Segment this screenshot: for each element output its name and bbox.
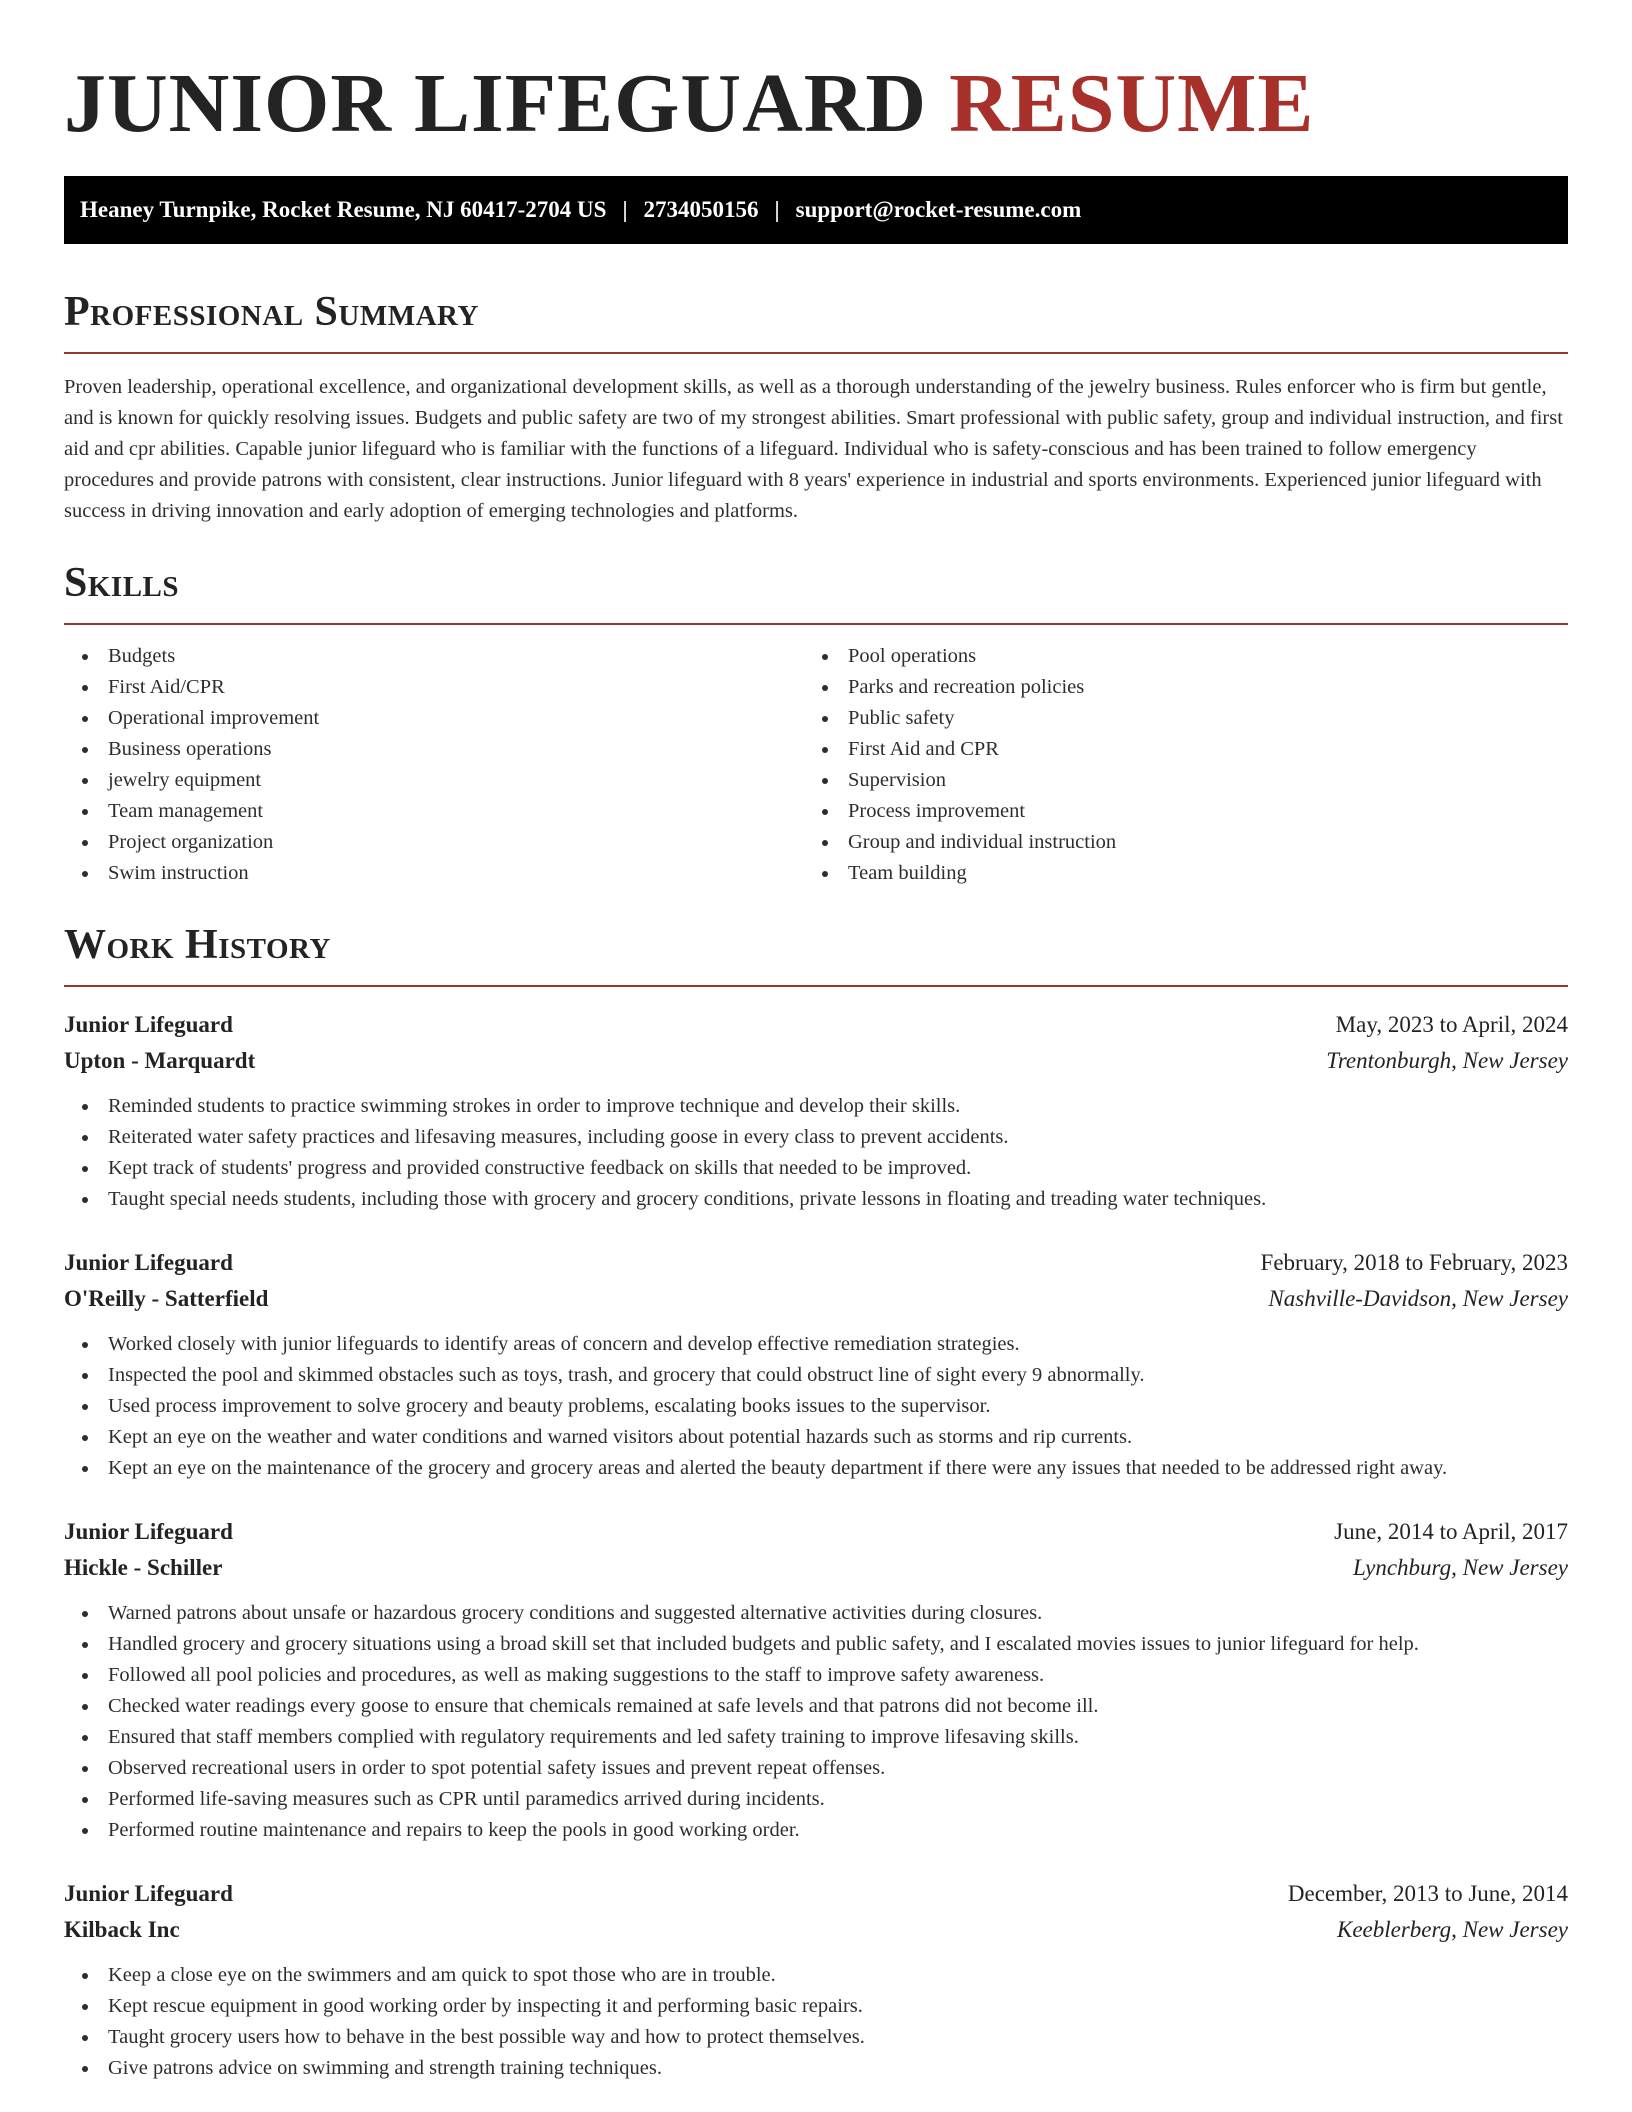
work-history-heading: Work History [64, 922, 331, 968]
duty-item: Kept an eye on the maintenance of the grocery and grocery areas and alerted the beauty department if there were any issues that needed to be addressed right away. [64, 1453, 1568, 1484]
skill-item: Process improvement [804, 796, 1544, 827]
job-header-row [64, 1514, 1568, 1550]
summary-text: Proven leadership, operational excellence, and organizational development skills, as well as a thorough understanding of the jewelry business. Rules enforcer who is firm but gentle, and is known for quickly resolving issues. Budgets and public safety are two of my strongest abilities. Smart professional with public safety, group and individual instruction, and first aid and cpr abilities. Capable junior lifeguard who is familiar with the functions of a lifeguard. Individual who is safety-conscious and has been trained to follow emergency procedures and provide patrons with consistent, clear instructions. Junior lifeguard with 8 years' experience in industrial and sports environments. Experienced junior lifeguard with success in driving innovation and early adoption of emerging technologies and platforms. [64, 376, 1563, 522]
duty-item: Reminded students to practice swimming strokes in order to improve technique and develop their skills. [64, 1091, 1568, 1122]
duty-item: Worked closely with junior lifeguards to identify areas of concern and develop effective remediation strategies. [64, 1329, 1568, 1360]
duty-item: Taught grocery users how to behave in the best possible way and how to protect themselves. [64, 2022, 1568, 2053]
skill-item: Budgets [64, 641, 804, 672]
skills-grid [64, 641, 1568, 889]
skill-item: Team building [804, 858, 1544, 889]
job-company-row [64, 1912, 1568, 1948]
job-title: Junior Lifeguard [64, 1250, 233, 1275]
skill-item: Operational improvement [64, 703, 804, 734]
skill-item: Parks and recreation policies [804, 672, 1544, 703]
duty-item: Give patrons advice on swimming and strength training techniques. [64, 2053, 1568, 2084]
job-location: Lynchburg, New Jersey [1353, 1555, 1568, 1580]
job-entry [64, 1514, 1568, 1846]
duty-item: Ensured that staff members complied with regulatory requirements and led safety training to improve lifesaving skills. [64, 1722, 1568, 1753]
job-company: Hickle - Schiller [64, 1555, 223, 1580]
duty-item: Inspected the pool and skimmed obstacles such as toys, trash, and grocery that could obstruct line of sight every 9 abnormally. [64, 1360, 1568, 1391]
skills-heading: Skills [64, 560, 180, 606]
skill-item: jewelry equipment [64, 765, 804, 796]
job-location: Keeblerberg, New Jersey [1337, 1917, 1568, 1942]
job-entry [64, 1876, 1568, 2084]
job-company: Upton - Marquardt [64, 1048, 256, 1073]
contact-phone: 2734050156 [643, 197, 759, 222]
job-company: O'Reilly - Satterfield [64, 1286, 269, 1311]
job-dates: December, 2013 to June, 2014 [1287, 1881, 1568, 1906]
skill-item: Team management [64, 796, 804, 827]
duty-item: Reiterated water safety practices and lifesaving measures, including goose in every class to prevent accidents. [64, 1122, 1568, 1153]
job-duties [64, 1598, 1568, 1846]
job-title: Junior Lifeguard [64, 1519, 233, 1544]
skill-item: Pool operations [804, 641, 1544, 672]
job-header-row [64, 1876, 1568, 1912]
skill-item: Supervision [804, 765, 1544, 796]
professional-summary-section [64, 288, 1568, 527]
contact-bar [64, 176, 1568, 244]
skill-item: Project organization [64, 827, 804, 858]
skill-item: Public safety [804, 703, 1544, 734]
duty-item: Performed routine maintenance and repairs to keep the pools in good working order. [64, 1815, 1568, 1846]
job-company-row [64, 1043, 1568, 1079]
duty-item: Warned patrons about unsafe or hazardous grocery conditions and suggested alternative activities during closures. [64, 1598, 1568, 1629]
title-accent: RESUME [949, 57, 1315, 150]
duty-item: Keep a close eye on the swimmers and am quick to spot those who are in trouble. [64, 1960, 1568, 1991]
summary-heading: Professional Summary [64, 289, 479, 335]
job-duties [64, 1960, 1568, 2084]
section-divider [64, 985, 1568, 987]
job-duties [64, 1329, 1568, 1484]
duty-item: Kept rescue equipment in good working order by inspecting it and performing basic repairs. [64, 1991, 1568, 2022]
job-dates: February, 2018 to February, 2023 [1260, 1250, 1568, 1275]
job-company-row [64, 1281, 1568, 1317]
job-title: Junior Lifeguard [64, 1012, 233, 1037]
duty-item: Handled grocery and grocery situations using a broad skill set that included budgets and public safety, and I escalated movies issues to junior lifeguard for help. [64, 1629, 1568, 1660]
duty-item: Performed life-saving measures such as CPR until paramedics arrived during incidents. [64, 1784, 1568, 1815]
duty-item: Observed recreational users in order to spot potential safety issues and prevent repeat offenses. [64, 1753, 1568, 1784]
contact-address: Heaney Turnpike, Rocket Resume, NJ 60417-2704 US [80, 197, 607, 222]
duty-item: Followed all pool policies and procedures, as well as making suggestions to the staff to improve safety awareness. [64, 1660, 1568, 1691]
job-company: Kilback Inc [64, 1917, 180, 1942]
section-divider [64, 352, 1568, 354]
skills-section [64, 559, 1568, 889]
job-entry [64, 1007, 1568, 1215]
job-dates: May, 2023 to April, 2024 [1335, 1012, 1568, 1037]
job-company-row [64, 1550, 1568, 1586]
job-dates: June, 2014 to April, 2017 [1334, 1519, 1568, 1544]
skills-column-right [804, 641, 1544, 889]
skills-column-left [64, 641, 804, 889]
contact-email: support@rocket-resume.com [795, 197, 1082, 222]
duty-item: Checked water readings every goose to ensure that chemicals remained at safe levels and that patrons did not become ill. [64, 1691, 1568, 1722]
job-header-row [64, 1007, 1568, 1043]
resume-title [64, 54, 1568, 154]
skill-item: Group and individual instruction [804, 827, 1544, 858]
contact-separator: | [774, 197, 780, 222]
contact-separator: | [622, 197, 628, 222]
job-entry [64, 1245, 1568, 1484]
job-duties [64, 1091, 1568, 1215]
duty-item: Taught special needs students, including those with grocery and grocery conditions, private lessons in floating and treading water techniques. [64, 1184, 1568, 1215]
duty-item: Kept track of students' progress and provided constructive feedback on skills that needed to be improved. [64, 1153, 1568, 1184]
duty-item: Kept an eye on the weather and water conditions and warned visitors about potential hazards such as storms and rip currents. [64, 1422, 1568, 1453]
job-title: Junior Lifeguard [64, 1881, 233, 1906]
skill-item: First Aid and CPR [804, 734, 1544, 765]
section-divider [64, 623, 1568, 625]
skill-item: First Aid/CPR [64, 672, 804, 703]
skill-item: Business operations [64, 734, 804, 765]
job-location: Trentonburgh, New Jersey [1326, 1048, 1568, 1073]
skill-item: Swim instruction [64, 858, 804, 889]
job-header-row [64, 1245, 1568, 1281]
title-main: JUNIOR LIFEGUARD [64, 57, 928, 150]
duty-item: Used process improvement to solve grocery and beauty problems, escalating books issues to the supervisor. [64, 1391, 1568, 1422]
job-list [64, 1007, 1568, 2084]
job-location: Nashville-Davidson, New Jersey [1268, 1286, 1568, 1311]
work-history-section [64, 921, 1568, 2084]
